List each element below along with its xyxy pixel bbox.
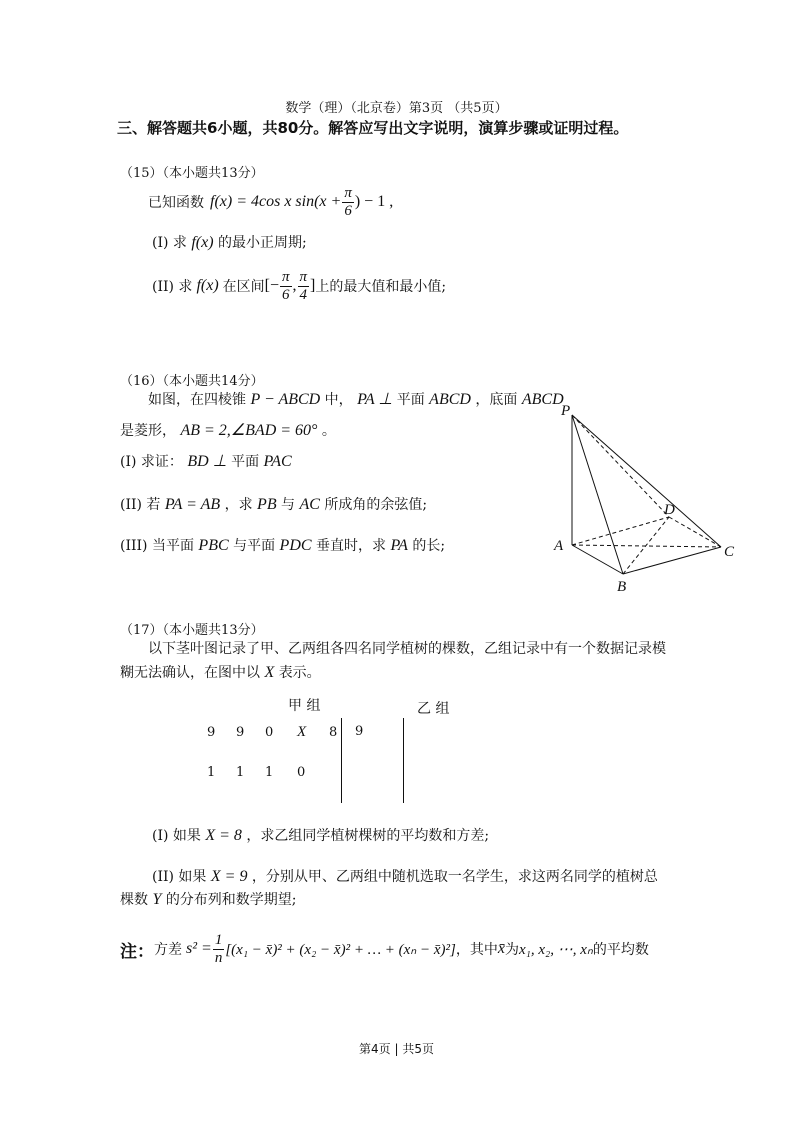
q15-part2-mid: 在区间 [222, 279, 265, 295]
q16-part2-b: PA = AB [164, 496, 221, 513]
q17-part1-b: X = 8 [205, 827, 242, 844]
stemleaf-row2-leaves [207, 765, 317, 780]
q16-line2 [120, 420, 336, 440]
q16-part3-b: PBC [198, 537, 229, 554]
q16-line2-a: 是菱形， [120, 423, 176, 439]
q16-part2-d: PB [257, 496, 277, 513]
q17-part1 [152, 825, 489, 845]
leaf: 1 [265, 765, 274, 780]
q16-part2-f: AC [299, 496, 320, 513]
q17-intro2-c: 表示。 [278, 665, 321, 681]
leaf: 8 [329, 725, 338, 740]
edge-PB [572, 415, 623, 574]
q16-part3-c: 与平面 [233, 538, 276, 554]
note-fraction [213, 933, 225, 966]
note-text-b: ，其中 [455, 942, 498, 958]
q16-part3-a: (III) 当平面 [120, 538, 194, 554]
stemleaf-row1-leaves [207, 724, 339, 741]
q17-part1-c: ，求乙组同学植树棵树的平均数和方差; [246, 828, 490, 844]
vertex-B: B [617, 579, 627, 595]
vertex-C: C [724, 544, 735, 560]
q16-part3-e: 垂直时，求 [316, 538, 386, 554]
q15-part1-fx: f(x) [191, 234, 214, 251]
q15-interval-num1: π [282, 268, 290, 285]
q17-intro2-x: X [264, 664, 275, 681]
q15-part2-fx: f(x) [196, 277, 219, 294]
page-header: 数学（理）（北京卷）第3页 （共5页） [285, 101, 508, 116]
q16-base-abcd: ABCD [521, 391, 564, 408]
note-formula: [(x₁ − x̄)² + (x₂ − x̄)² + … + (xₙ − x̄)²] [225, 941, 456, 958]
page-footer: 第4页 | 共5页 [359, 1042, 434, 1056]
q15-part1-pre: (I) 求 [152, 235, 187, 251]
q16-part1-c: 平面 [231, 454, 260, 470]
q15-interval-close: ] [310, 277, 316, 294]
edge-AD [572, 517, 669, 545]
variance-note [120, 928, 649, 970]
q16-part3-g: 的长; [412, 538, 446, 554]
q17-part1-a: (I) 如果 [152, 828, 201, 844]
q15-interval-comma: , [292, 277, 297, 294]
q16-plane-abcd: ABCD [429, 391, 471, 408]
note-s2: s² = [186, 940, 212, 957]
q15-label: （15）（本小题共13分） [120, 166, 264, 181]
q15-interval-frac1 [280, 270, 292, 303]
q16-pyramid: P − ABCD [250, 391, 321, 408]
q17-intro-line2 [120, 662, 321, 682]
stemleaf-left-header: 甲 组 [288, 698, 321, 714]
vertex-D: D [664, 502, 675, 518]
note-seq: x₁, x₂, ⋯, xₙ [519, 941, 593, 958]
q17-label: （17）（本小题共13分） [120, 623, 264, 638]
q16-part2 [120, 494, 427, 514]
note-frac-num: 1 [214, 931, 223, 948]
q16-part3-d: PDC [279, 537, 312, 554]
leaf: 0 [297, 765, 306, 780]
stemleaf-row1-right: 9 [355, 724, 364, 739]
q16-part1-a: (I) 求证： [120, 454, 183, 470]
q16-line1-e: 平面 [396, 392, 425, 408]
q17-part2-b: X = 9 [210, 868, 248, 885]
note-frac-den: n [214, 949, 223, 966]
q15-stem [148, 182, 393, 222]
q17-part2-y: Y [152, 891, 162, 908]
q15-part2-post: 上的最大值和最小值; [315, 279, 447, 295]
q15-part2-pre: (II) 求 [152, 279, 193, 295]
q16-part1-b: BD ⊥ [187, 453, 227, 470]
q15-function: f(x) = 4cos x sin(x + [210, 193, 342, 210]
q16-line1 [148, 389, 564, 409]
q15-part2 [152, 266, 446, 306]
q16-label: （16）（本小题共14分） [120, 374, 264, 389]
edge-DC [669, 517, 721, 547]
note-text-a: 方差 [154, 942, 182, 958]
q15-part1-post: 的最小正周期; [218, 235, 307, 251]
q15-function-tail: ) − 1 , [354, 193, 394, 210]
q17-part2-a: (II) 如果 [152, 869, 207, 885]
q16-part1-d: PAC [263, 453, 292, 470]
note-label: 注： [120, 941, 154, 962]
q16-part3 [120, 535, 445, 555]
q15-part1 [152, 232, 307, 252]
q17-part2-f: 的分布列和数学期望; [165, 892, 297, 908]
q15-interval-num2: π [299, 268, 308, 285]
q15-interval-open: [− [264, 277, 279, 294]
edge-PD [572, 415, 669, 517]
q17-part2-line1 [152, 866, 658, 886]
q15-interval-den1: 6 [282, 286, 290, 303]
q17-part2-c: ，分别从甲、乙两组中随机选取一名学生，求这两名同学的植树总 [251, 869, 658, 885]
stemleaf-right-header: 乙 组 [417, 701, 450, 717]
vertex-A: A [554, 538, 564, 554]
q17-part2-d: 棵数 [120, 892, 148, 908]
q16-part2-e: 与 [281, 497, 296, 513]
q15-fraction [342, 186, 354, 219]
pyramid-figure [545, 398, 745, 598]
q16-part3-f: PA [390, 537, 408, 554]
q16-line1-g: ，底面 [475, 392, 518, 408]
leaf: 1 [236, 765, 245, 780]
q16-part2-a: (II) 若 [120, 497, 161, 513]
q15-frac-den: 6 [344, 202, 352, 219]
section-heading: 三、解答题共6小题，共80分。解答应写出文字说明，演算步骤或证明过程。 [117, 119, 629, 137]
q15-stem-pre: 已知函数 [148, 195, 204, 211]
note-text-d: 的平均数 [592, 942, 649, 958]
leaf: 9 [207, 725, 216, 740]
q16-given: AB = 2,∠BAD = 60° [180, 422, 318, 439]
q16-pa-perp: PA ⊥ [357, 391, 393, 408]
stemleaf-right-divider [403, 718, 404, 803]
q15-interval-frac2 [298, 270, 310, 303]
q16-line1-c: 中， [324, 392, 353, 408]
q15-interval-den2: 4 [299, 286, 308, 303]
q16-part2-g: 所成角的余弦值; [324, 497, 428, 513]
q16-part2-c: ，求 [224, 497, 253, 513]
note-text-c: 为 [505, 942, 519, 958]
edge-BC [623, 547, 721, 574]
q17-intro-line1: 以下茎叶图记录了甲、乙两组各四名同学植树的棵数，乙组记录中有一个数据记录模 [148, 641, 666, 657]
vertex-P: P [561, 403, 571, 419]
q15-frac-num: π [344, 184, 352, 201]
stemleaf-left-divider [341, 718, 342, 803]
note-xbar: x̄ [497, 940, 505, 957]
q17-part2-line2 [120, 889, 297, 909]
q16-line2-c: 。 [321, 423, 336, 439]
q17-intro2-a: 糊无法确认，在图中以 [120, 665, 260, 681]
leaf: 9 [236, 725, 245, 740]
leaf: 0 [265, 725, 274, 740]
q16-part1 [120, 451, 292, 471]
leaf: 1 [207, 765, 216, 780]
q16-line1-a: 如图，在四棱锥 [148, 392, 246, 408]
leaf-x: X [297, 724, 307, 740]
edge-PC [572, 415, 721, 547]
